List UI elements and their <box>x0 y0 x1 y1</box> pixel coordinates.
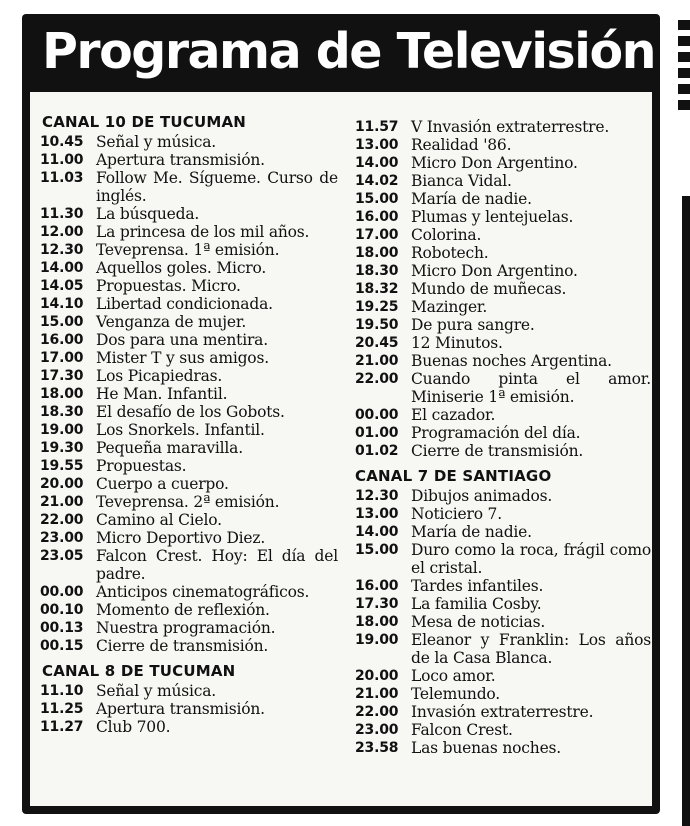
schedule-time: 18.30 <box>40 404 84 420</box>
schedule-time: 19.50 <box>355 317 399 333</box>
schedule-row <box>40 349 338 367</box>
schedule-row <box>355 505 651 523</box>
schedule-program: María de nadie. <box>411 523 532 541</box>
schedule-program: Cuerpo a cuerpo. <box>96 475 229 493</box>
schedule-program: Venganza de mujer. <box>96 313 247 331</box>
schedule-program: Apertura transmisión. <box>96 700 265 718</box>
schedule-program: Anticipos cinematográficos. <box>96 583 310 601</box>
schedule-program: Micro Don Argentino. <box>411 154 578 172</box>
schedule-time: 19.30 <box>40 440 84 456</box>
schedule-program: Micro Don Argentino. <box>411 262 578 280</box>
schedule-program: Pequeña maravilla. <box>96 439 243 457</box>
schedule-row <box>40 277 338 295</box>
schedule-row <box>355 541 651 577</box>
schedule-program: La búsqueda. <box>96 205 200 223</box>
schedule-program: He Man. Infantil. <box>96 385 228 403</box>
schedule-time: 18.00 <box>40 386 84 402</box>
schedule-program: De pura sangre. <box>411 316 535 334</box>
schedule-row <box>355 172 651 190</box>
schedule-row <box>40 295 338 313</box>
schedule-row <box>40 331 338 349</box>
schedule-program: Los Picapiedras. <box>96 367 223 385</box>
schedule-time: 15.00 <box>355 191 399 207</box>
schedule-time: 00.00 <box>40 584 84 600</box>
schedule-time: 19.55 <box>40 458 84 474</box>
schedule-row <box>355 613 651 631</box>
schedule-time: 13.00 <box>355 137 399 153</box>
schedule-row <box>355 577 651 595</box>
schedule-program: Teveprensa. 1ª emisión. <box>96 241 280 259</box>
schedule-row <box>355 280 651 298</box>
schedule-time: 01.02 <box>355 443 399 459</box>
schedule-time: 10.45 <box>40 134 84 150</box>
schedule-row <box>40 259 338 277</box>
schedule-program: Invasión extraterrestre. <box>411 703 594 721</box>
schedule-program: Momento de reflexión. <box>96 601 270 619</box>
schedule-row <box>355 316 651 334</box>
schedule-row <box>355 406 651 424</box>
schedule-program: Mazinger. <box>411 298 488 316</box>
canal8-list <box>40 682 338 736</box>
schedule-program: Programación del día. <box>411 424 581 442</box>
schedule-time: 00.10 <box>40 602 84 618</box>
schedule-program: V Invasión extraterrestre. <box>411 118 610 136</box>
schedule-time: 19.00 <box>355 632 399 648</box>
schedule-time: 18.30 <box>355 263 399 279</box>
schedule-row <box>40 583 338 601</box>
schedule-time: 11.10 <box>40 683 84 699</box>
schedule-row <box>40 421 338 439</box>
schedule-row <box>40 457 338 475</box>
schedule-row <box>355 721 651 739</box>
schedule-time: 14.02 <box>355 173 399 189</box>
schedule-row <box>355 370 651 406</box>
schedule-row <box>40 601 338 619</box>
schedule-row <box>40 718 338 736</box>
schedule-time: 01.00 <box>355 425 399 441</box>
schedule-row <box>355 118 651 136</box>
channel-heading-canal10: CANAL 10 DE TUCUMAN <box>42 113 247 131</box>
schedule-time: 14.10 <box>40 296 84 312</box>
schedule-row <box>355 262 651 280</box>
schedule-row <box>355 523 651 541</box>
schedule-time: 21.00 <box>40 494 84 510</box>
schedule-panel <box>30 92 652 806</box>
schedule-time: 23.00 <box>355 722 399 738</box>
schedule-time: 00.00 <box>355 407 399 423</box>
schedule-time: 17.30 <box>40 368 84 384</box>
schedule-time: 00.15 <box>40 638 84 654</box>
schedule-row <box>355 685 651 703</box>
left-column <box>40 112 338 736</box>
schedule-program: Dos para una mentira. <box>96 331 268 349</box>
schedule-row <box>355 298 651 316</box>
schedule-row <box>355 136 651 154</box>
schedule-program: Las buenas noches. <box>411 739 562 757</box>
canal7-list <box>355 487 651 757</box>
schedule-time: 17.00 <box>355 227 399 243</box>
schedule-time: 23.58 <box>355 740 399 756</box>
schedule-program: Tardes infantiles. <box>411 577 544 595</box>
schedule-time: 20.00 <box>355 668 399 684</box>
schedule-row <box>355 226 651 244</box>
schedule-row <box>355 244 651 262</box>
schedule-row <box>355 595 651 613</box>
schedule-time: 14.00 <box>40 260 84 276</box>
schedule-row <box>40 151 338 169</box>
schedule-row <box>40 367 338 385</box>
schedule-time: 11.00 <box>40 152 84 168</box>
schedule-program: Telemundo. <box>411 685 501 703</box>
schedule-time: 20.00 <box>40 476 84 492</box>
schedule-row <box>40 313 338 331</box>
schedule-time: 11.25 <box>40 701 84 717</box>
schedule-program: Apertura transmisión. <box>96 151 265 169</box>
schedule-row <box>40 637 338 655</box>
schedule-program: Eleanor y Franklin: Los años de la Casa Blanca. <box>411 631 651 667</box>
schedule-time: 17.30 <box>355 596 399 612</box>
schedule-time: 21.00 <box>355 353 399 369</box>
schedule-program: Bianca Vidal. <box>411 172 512 190</box>
schedule-program: Colorina. <box>411 226 482 244</box>
schedule-program: Cierre de transmisión. <box>411 442 584 460</box>
schedule-program: Mesa de noticias. <box>411 613 546 631</box>
schedule-row <box>40 439 338 457</box>
schedule-row <box>355 739 651 757</box>
schedule-row <box>40 205 338 223</box>
schedule-time: 19.00 <box>40 422 84 438</box>
schedule-time: 12.30 <box>355 488 399 504</box>
schedule-program: Mundo de muñecas. <box>411 280 567 298</box>
schedule-row <box>40 511 338 529</box>
schedule-time: 16.00 <box>40 332 84 348</box>
canal10-list <box>40 133 338 655</box>
schedule-program: Señal y música. <box>96 682 217 700</box>
schedule-program: Dibujos animados. <box>411 487 553 505</box>
schedule-row <box>355 154 651 172</box>
schedule-row <box>355 352 651 370</box>
schedule-row <box>40 619 338 637</box>
schedule-program: Buenas noches Argentina. <box>411 352 612 370</box>
schedule-row <box>40 529 338 547</box>
schedule-row <box>40 169 338 205</box>
schedule-time: 23.00 <box>40 530 84 546</box>
decorative-edge <box>682 196 690 826</box>
schedule-row <box>40 547 338 583</box>
schedule-program: Realidad '86. <box>411 136 512 154</box>
schedule-program: Teveprensa. 2ª emisión. <box>96 493 280 511</box>
schedule-program: Señal y música. <box>96 133 217 151</box>
right-column <box>355 118 651 757</box>
decorative-bars <box>678 20 690 116</box>
channel-heading-canal7: CANAL 7 DE SANTIAGO <box>355 467 552 485</box>
schedule-time: 11.03 <box>40 170 84 186</box>
schedule-program: Club 700. <box>96 718 171 736</box>
schedule-time: 14.05 <box>40 278 84 294</box>
schedule-row <box>40 403 338 421</box>
schedule-program: La princesa de los mil años. <box>96 223 310 241</box>
schedule-time: 11.30 <box>40 206 84 222</box>
schedule-program: Mister T y sus amigos. <box>96 349 269 367</box>
schedule-time: 14.00 <box>355 524 399 540</box>
schedule-program: Plumas y lentejuelas. <box>411 208 574 226</box>
schedule-program: Micro Deportivo Diez. <box>96 529 266 547</box>
schedule-program: Loco amor. <box>411 667 496 685</box>
schedule-program: Libertad condicionada. <box>96 295 273 313</box>
schedule-time: 15.00 <box>40 314 84 330</box>
schedule-program: Propuestas. <box>96 457 187 475</box>
schedule-program: Cuando pinta el amor. Miniserie 1ª emisión. <box>411 370 651 406</box>
schedule-time: 11.57 <box>355 119 399 135</box>
channel-heading-canal8: CANAL 8 DE TUCUMAN <box>42 662 236 680</box>
schedule-program: Robotech. <box>411 244 489 262</box>
schedule-program: Follow Me. Sígueme. Curso de inglés. <box>96 169 338 205</box>
schedule-program: María de nadie. <box>411 190 532 208</box>
schedule-program: La familia Cosby. <box>411 595 542 613</box>
schedule-program: Falcon Crest. <box>411 721 513 739</box>
schedule-program: Falcon Crest. Hoy: El día del padre. <box>96 547 338 583</box>
schedule-row <box>40 475 338 493</box>
schedule-row <box>355 703 651 721</box>
canal8-list-continued <box>355 118 651 460</box>
schedule-program: Noticiero 7. <box>411 505 502 523</box>
page-title: Programa de Televisión <box>42 23 656 80</box>
schedule-row <box>40 682 338 700</box>
schedule-program: Los Snorkels. Infantil. <box>96 421 265 439</box>
schedule-time: 18.32 <box>355 281 399 297</box>
schedule-row <box>355 208 651 226</box>
schedule-time: 19.25 <box>355 299 399 315</box>
schedule-program: Camino al Cielo. <box>96 511 222 529</box>
schedule-time: 21.00 <box>355 686 399 702</box>
schedule-time: 15.00 <box>355 542 399 558</box>
schedule-time: 14.00 <box>355 155 399 171</box>
schedule-time: 22.00 <box>355 371 399 387</box>
schedule-time: 12.00 <box>40 224 84 240</box>
schedule-row <box>355 631 651 667</box>
schedule-time: 13.00 <box>355 506 399 522</box>
schedule-row <box>355 442 651 460</box>
schedule-row <box>40 493 338 511</box>
schedule-program: Duro como la roca, frágil como el cristal. <box>411 541 651 577</box>
schedule-program: Aquellos goles. Micro. <box>96 259 267 277</box>
schedule-row <box>40 241 338 259</box>
schedule-row <box>40 700 338 718</box>
schedule-row <box>355 424 651 442</box>
schedule-program: Propuestas. Micro. <box>96 277 241 295</box>
schedule-time: 22.00 <box>355 704 399 720</box>
schedule-program: El desafío de los Gobots. <box>96 403 285 421</box>
schedule-time: 16.00 <box>355 209 399 225</box>
schedule-time: 16.00 <box>355 578 399 594</box>
schedule-time: 11.27 <box>40 719 84 735</box>
schedule-row <box>355 190 651 208</box>
schedule-time: 17.00 <box>40 350 84 366</box>
schedule-program: 12 Minutos. <box>411 334 503 352</box>
schedule-row <box>40 223 338 241</box>
schedule-row <box>355 487 651 505</box>
schedule-time: 00.13 <box>40 620 84 636</box>
schedule-row <box>40 133 338 151</box>
schedule-row <box>355 334 651 352</box>
schedule-time: 18.00 <box>355 245 399 261</box>
schedule-program: Nuestra programación. <box>96 619 276 637</box>
schedule-time: 20.45 <box>355 335 399 351</box>
schedule-time: 23.05 <box>40 548 84 564</box>
schedule-program: Cierre de transmisión. <box>96 637 269 655</box>
schedule-row <box>355 667 651 685</box>
schedule-time: 22.00 <box>40 512 84 528</box>
schedule-program: El cazador. <box>411 406 496 424</box>
schedule-time: 18.00 <box>355 614 399 630</box>
schedule-row <box>40 385 338 403</box>
schedule-time: 12.30 <box>40 242 84 258</box>
